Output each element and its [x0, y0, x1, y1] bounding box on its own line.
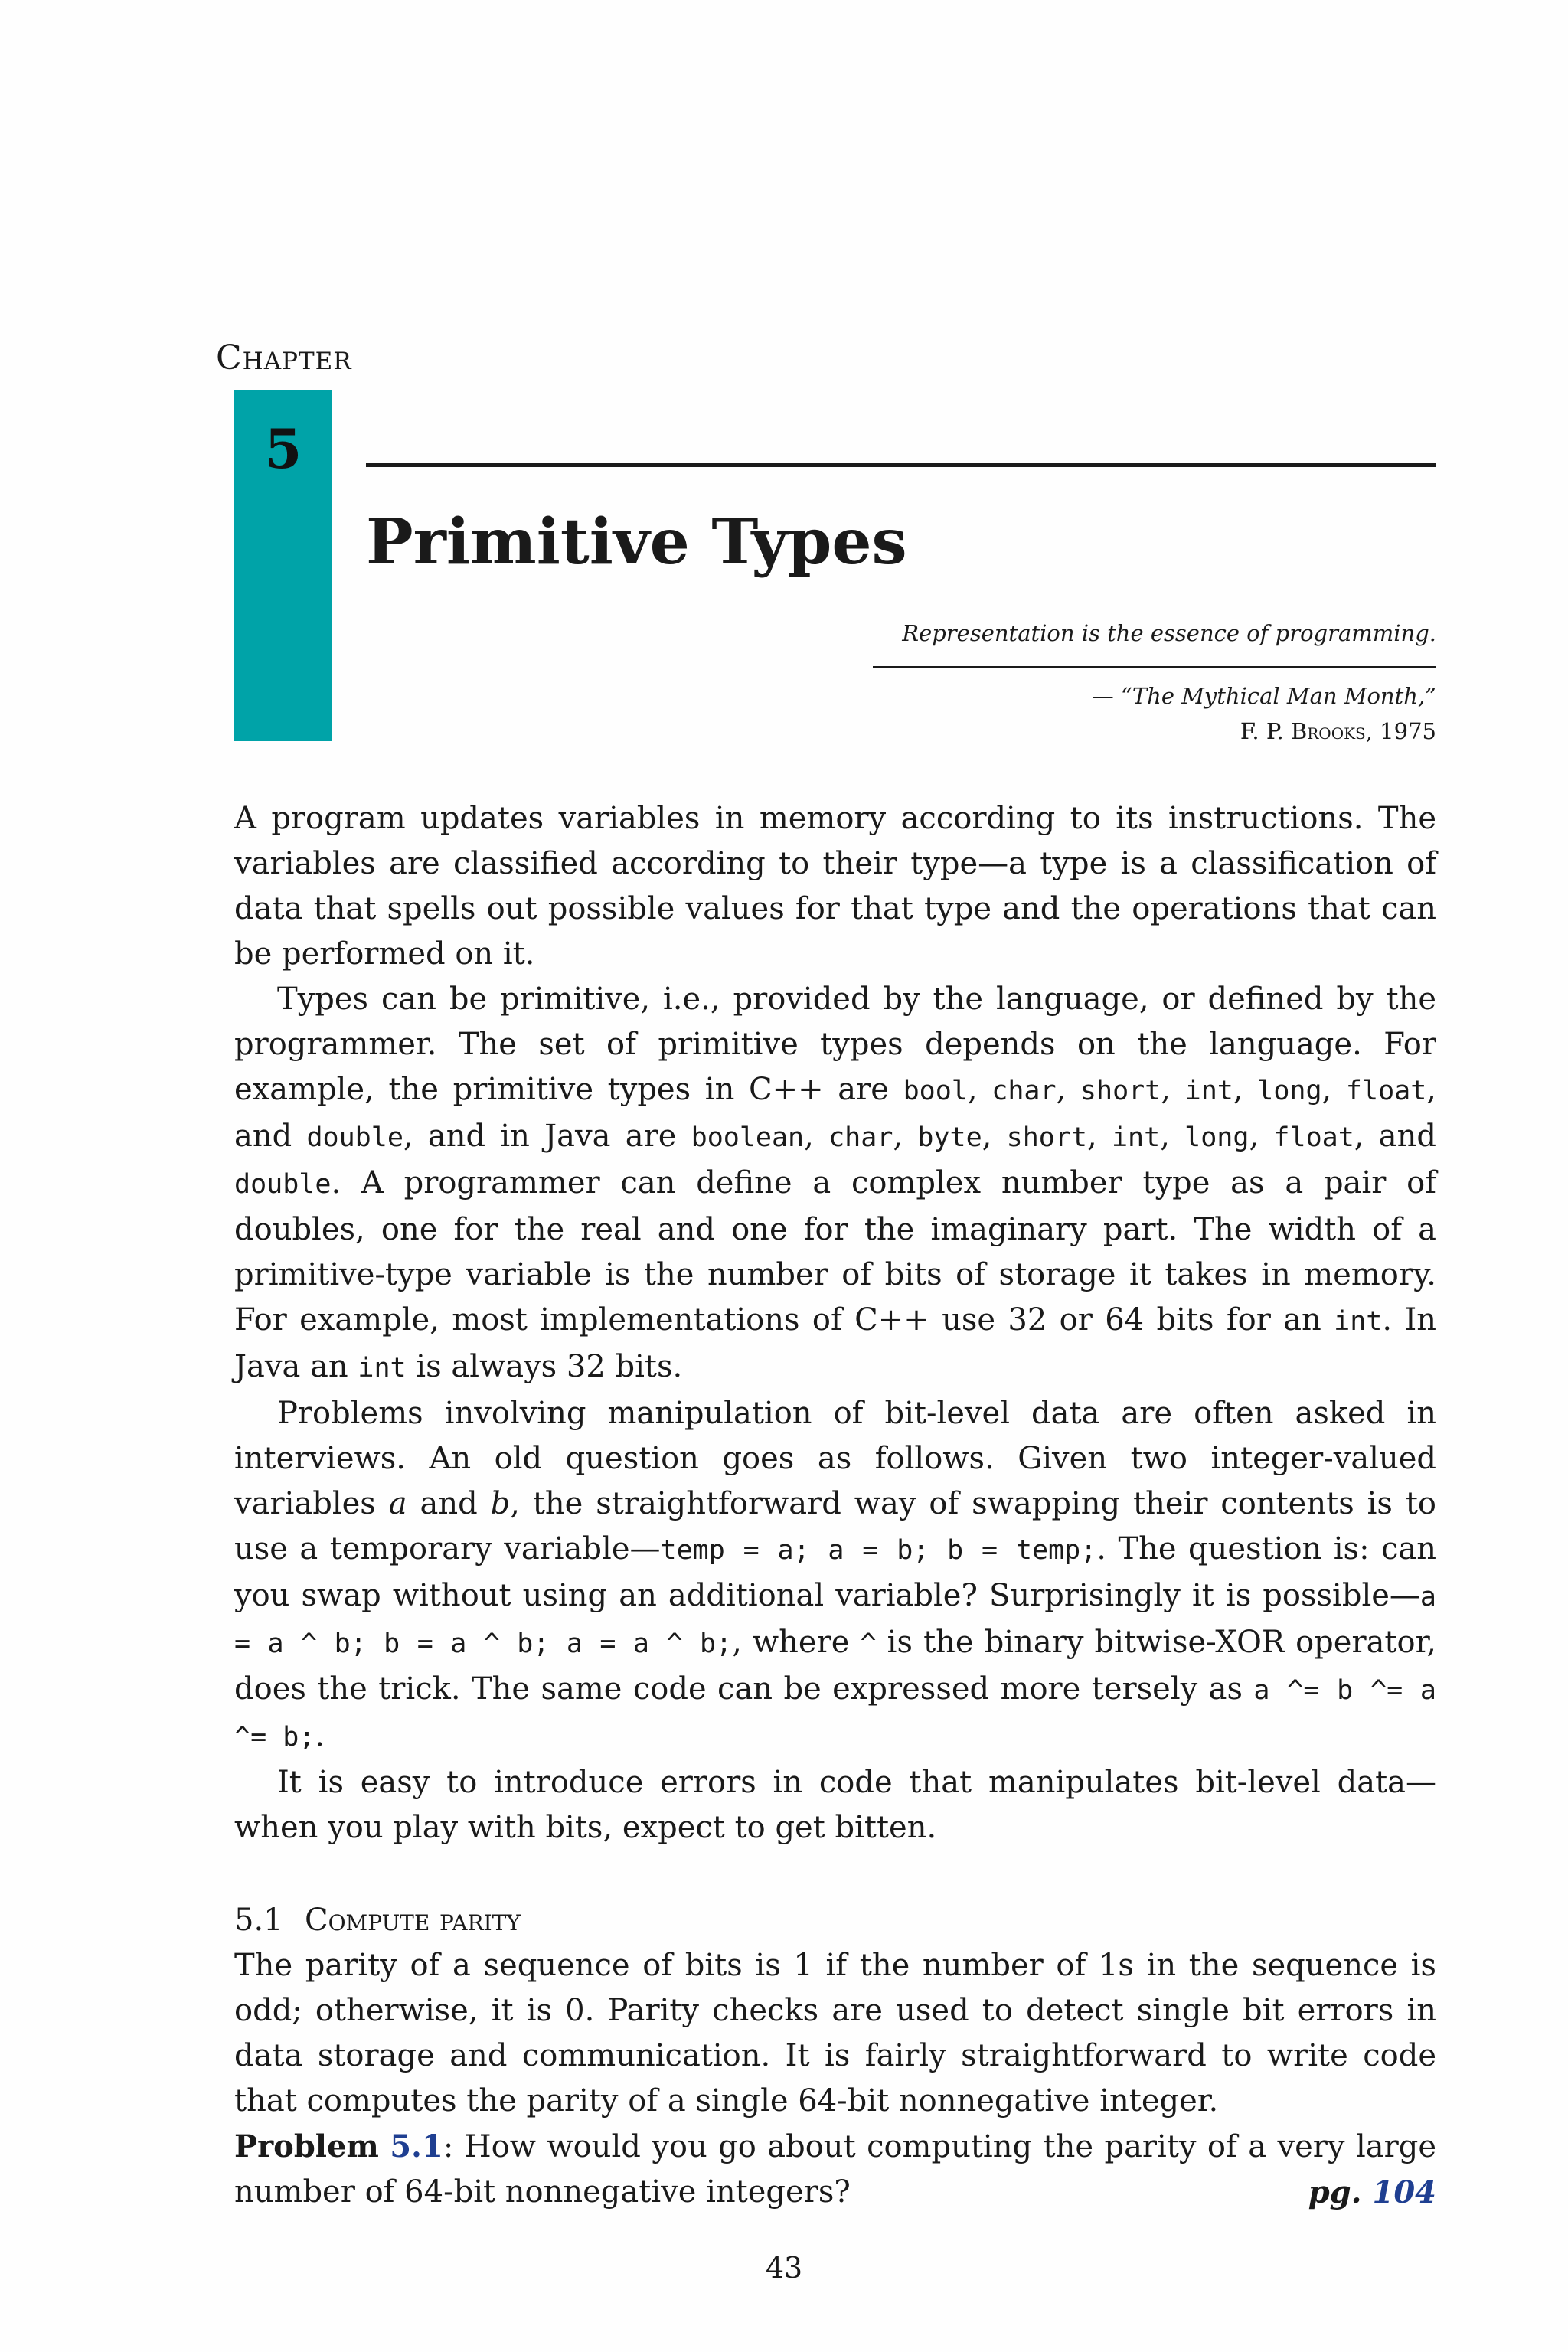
- text-run: ,: [1233, 1072, 1258, 1107]
- code-long-java: long: [1184, 1122, 1250, 1153]
- code-temp-swap: temp = a; a = b; b = temp;: [660, 1535, 1097, 1566]
- text-run: . In Java an: [234, 1302, 1437, 1384]
- text-run: , and: [234, 1072, 1436, 1154]
- text-run: ,: [1056, 1072, 1080, 1107]
- variable-b: b: [490, 1486, 511, 1521]
- chapter-number: 5: [264, 417, 302, 481]
- text-run: ,: [1160, 1119, 1185, 1154]
- text-run: . The question is: can you swap without using an additional variable? Surprisingly it is possible—: [234, 1531, 1437, 1613]
- epigraph-year: , 1975: [1365, 718, 1436, 744]
- code-terse-swap: a ^= b ^= a ^= b;: [234, 1675, 1436, 1753]
- variable-a: a: [388, 1486, 407, 1521]
- text-run: and: [407, 1486, 491, 1521]
- code-short: short: [1080, 1076, 1161, 1106]
- section-heading: [234, 1898, 1436, 1943]
- code-bool: bool: [903, 1076, 968, 1106]
- epigraph-source: [873, 678, 1436, 714]
- code-double-java: double: [234, 1169, 332, 1200]
- chapter-title: Primitive Types: [366, 505, 907, 579]
- epigraph-book: “The Mythical Man Month,”: [1120, 683, 1436, 709]
- code-int-java: int: [1111, 1122, 1161, 1153]
- text-run: , the straightforward way of swapping their contents is to use a temporary variable—: [234, 1486, 1436, 1566]
- text-run: Types can be primitive, i.e., provided by the language, or defined by the programmer. The set of primitive types depends on the language. For example, the primitive types in C++ are: [234, 982, 1436, 1107]
- epigraph-rule: [873, 666, 1436, 668]
- page-reference: [1308, 2170, 1436, 2215]
- page-number: 43: [765, 2251, 803, 2285]
- code-float: float: [1345, 1076, 1427, 1106]
- code-xor-swap: a = a ^ b; b = a ^ b; a = a ^ b;: [234, 1582, 1436, 1659]
- text-run: ,: [967, 1072, 992, 1107]
- code-int-java-width: int: [358, 1353, 407, 1383]
- text-run: , where: [732, 1625, 861, 1660]
- code-int-cpp: int: [1334, 1306, 1383, 1337]
- problem-text: How would you go about computing the parity of a very large number of 64-bit nonnegative integers?: [234, 2129, 1436, 2210]
- code-byte: byte: [917, 1122, 982, 1153]
- section-number: 5.1: [234, 1903, 283, 1938]
- code-float-java: float: [1273, 1122, 1354, 1153]
- epigraph: [873, 616, 1436, 749]
- code-long: long: [1257, 1076, 1322, 1106]
- text-run: ,: [1321, 1072, 1346, 1107]
- page-reference-label: pg.: [1308, 2174, 1373, 2210]
- code-int: int: [1184, 1076, 1233, 1106]
- code-xor-operator: ^: [860, 1628, 877, 1659]
- intro-paragraph-3: [234, 1391, 1436, 1760]
- intro-paragraph-4: It is easy to introduce errors in code that manipulates bit-level data—when you play with bits, expect to get bitten.: [234, 1765, 1436, 1845]
- chapter-label: Chapter: [216, 338, 352, 377]
- text-run: ,: [1249, 1119, 1274, 1154]
- epigraph-dash: —: [1091, 683, 1121, 709]
- text-run: , and in Java are: [403, 1119, 691, 1154]
- code-char-java: char: [828, 1122, 893, 1153]
- page-reference-link[interactable]: 104: [1372, 2174, 1436, 2210]
- text-run: ,: [1087, 1119, 1112, 1154]
- code-double: double: [306, 1122, 403, 1153]
- text-run: ,: [1161, 1072, 1185, 1107]
- section-title: Compute parity: [305, 1903, 521, 1938]
- text-run: Problems involving manipulation of bit-level data are often asked in interviews. An old question goes as follows. Given two integer-valued variables: [234, 1396, 1436, 1521]
- text-run: ,: [893, 1119, 918, 1154]
- code-boolean: boolean: [691, 1122, 805, 1153]
- text-run: is the binary bitwise-XOR operator, does the trick. The same code can be expressed more tersely as: [234, 1625, 1437, 1707]
- epigraph-quote: Representation is the essence of programming.: [902, 620, 1436, 646]
- code-short-java: short: [1006, 1122, 1087, 1153]
- problem-colon: :: [443, 2129, 454, 2164]
- text-run: . A programmer can define a complex number type as a pair of doubles, one for the real and one for the imaginary part. The width of a primitive-type variable is the number of bits of storage it takes in memory. For example, most implementations of C++ use 32 or 64 bits for an: [234, 1165, 1436, 1338]
- text-run: .: [315, 1718, 325, 1753]
- intro-paragraph-2: [234, 977, 1436, 1391]
- problem-statement: [234, 2124, 1436, 2215]
- section-body: The parity of a sequence of bits is 1 if the number of 1s in the sequence is odd; otherwise, it is 0. Parity checks are used to detect single bit errors in data storage and communication. It is fairly straightforward to write code that computes the parity of a single 64-bit nonnegative integer.: [234, 1948, 1436, 2118]
- text-run: , and: [1354, 1119, 1436, 1154]
- problem-label: Problem: [234, 2128, 379, 2164]
- epigraph-attribution: [873, 714, 1436, 749]
- epigraph-author: F. P. Brooks: [1240, 718, 1366, 744]
- code-char: char: [991, 1076, 1057, 1106]
- text-run: ,: [982, 1119, 1007, 1154]
- text-run: ,: [804, 1119, 829, 1154]
- intro-paragraph-1: A program updates variables in memory according to its instructions. The variables are classified according to their type—a type is a classification of data that spells out possible values for that type and the operations that can be performed on it.: [234, 801, 1436, 972]
- text-run: is always 32 bits.: [406, 1349, 683, 1384]
- body-text: [234, 796, 1436, 2215]
- title-rule: [366, 463, 1436, 467]
- problem-ref-link[interactable]: 5.1: [390, 2128, 443, 2164]
